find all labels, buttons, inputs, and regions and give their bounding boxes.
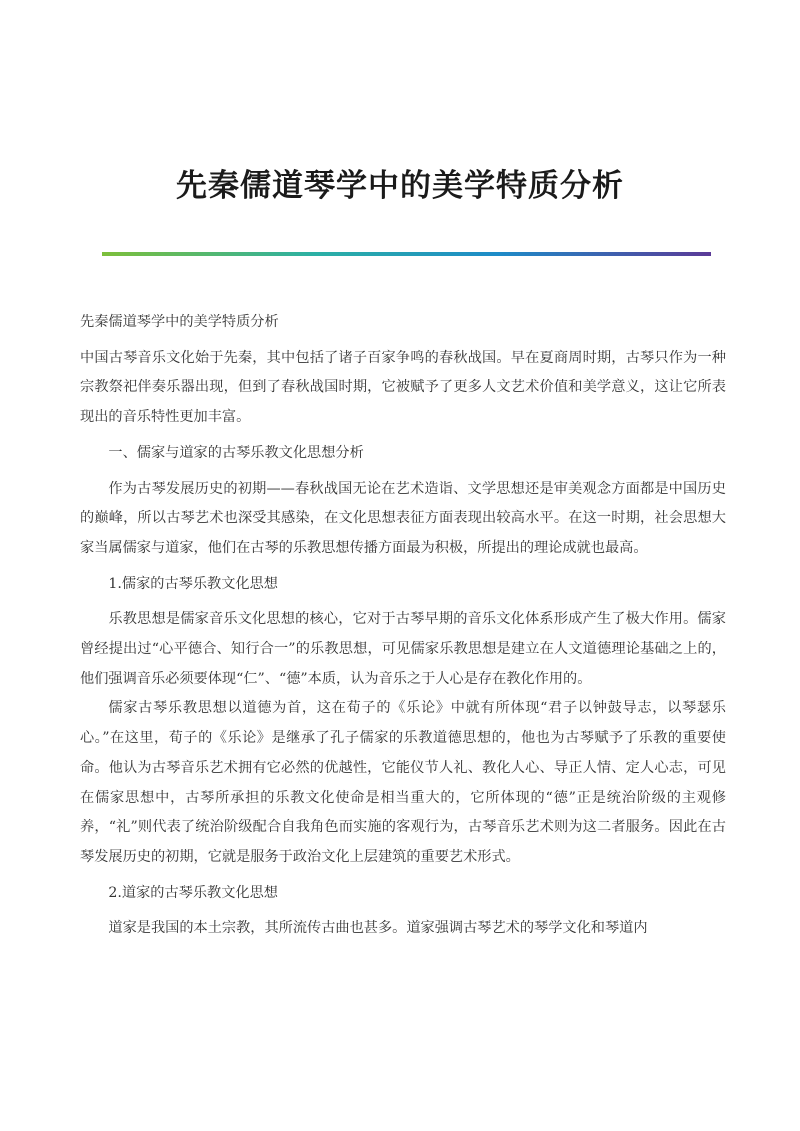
subsection-heading: 2.道家的古琴乐教文化思想 [108, 884, 278, 901]
document-body [80, 308, 726, 944]
body-paragraph: 乐教思想是儒家音乐文化思想的核心，它对于古琴早期的音乐文化体系形成产生了极大作用。儒家曾经提出过“心平德合、知行合一”的乐教思想，可见儒家乐教思想是建立在人文道德理论基础之上的，他们强调音乐必须要体现“仁”、“德”本质，认为音乐之于人心是存在教化作用的。 [80, 611, 726, 687]
body-paragraph: 作为古琴发展历史的初期——春秋战国无论在艺术造诣、文学思想还是审美观念方面都是中国历史的巅峰，所以古琴艺术也深受其感染，在文化思想表征方面表现出较高水平。在这一时期，社会思想大家当属儒家与道家，他们在古琴的乐教思想传播方面最为积极，所提出的理论成就也最高。 [80, 480, 726, 556]
title-divider [102, 252, 711, 256]
section-heading: 一、儒家与道家的古琴乐教文化思想分析 [108, 444, 364, 461]
intro-paragraph: 中国古琴音乐文化始于先秦，其中包括了诸子百家争鸣的春秋战国。早在夏商周时期，古琴只作为一种宗教祭祀伴奏乐器出现，但到了春秋战国时期，它被赋予了更多人文艺术价值和美学意义，这让它所表现出的音乐特性更加丰富。 [80, 349, 726, 426]
document-title: 先秦儒道琴学中的美学特质分析 [176, 168, 624, 204]
subsection-heading: 1.儒家的古琴乐教文化思想 [108, 575, 278, 592]
body-paragraph: 道家是我国的本土宗教，其所流传古曲也甚多。道家强调古琴艺术的琴学文化和琴道内 [108, 920, 648, 937]
article-subtitle: 先秦儒道琴学中的美学特质分析 [80, 314, 279, 330]
body-paragraph: 儒家古琴乐教思想以道德为首，这在荀子的《乐论》中就有所体现“君子以钟鼓导志，以琴瑟乐心。”在这里，荀子的《乐论》是继承了孔子儒家的乐教道德思想的，他也为古琴赋予了乐教的重要使命。他认为古琴音乐艺术拥有它必然的优越性，它能仪节人礼、教化人心、导正人情、定人心志，可见在儒家思想中，古琴所承担的乐教文化使命是相当重大的，它所体现的“德”正是统治阶级的主观修养，“礼”则代表了统治阶级配合自我角色而实施的客观行为，古琴音乐艺术则为这二者服务。因此在古琴发展历史的初期，它就是服务于政治文化上层建筑的重要艺术形式。 [80, 700, 726, 865]
